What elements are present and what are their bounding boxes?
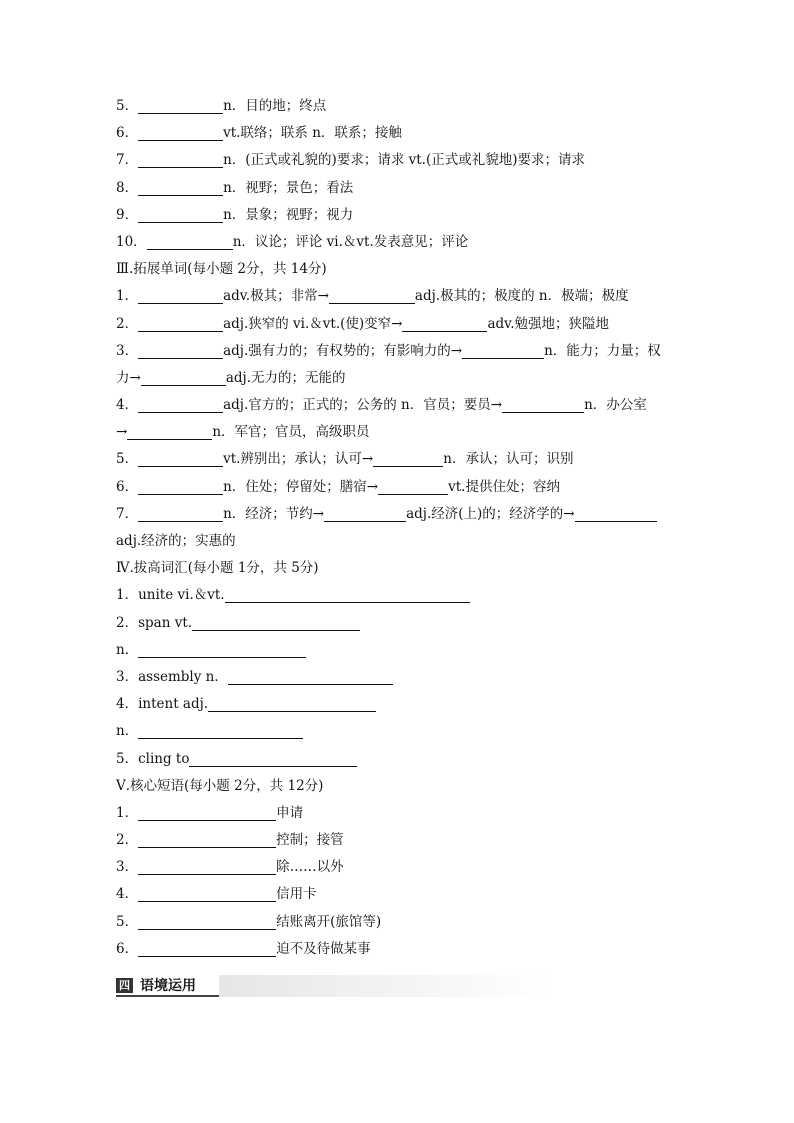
item-line: n． — [116, 718, 680, 745]
answer-blank[interactable] — [462, 343, 544, 359]
answer-blank[interactable] — [138, 316, 223, 332]
answer-blank[interactable] — [138, 152, 223, 168]
item-line: 5． 结账离开(旅馆等) — [116, 913, 382, 930]
item-line: 10． n．议论；评论 vi.＆vt.发表意见；评论 — [116, 233, 469, 250]
section-title: 语境运用 — [140, 978, 196, 994]
section-number-badge: 四 — [116, 978, 133, 993]
answer-blank[interactable] — [138, 859, 276, 875]
item-line: 6． 迫不及待做某事 — [116, 940, 371, 957]
answer-blank[interactable] — [147, 234, 233, 250]
section-heading: Ⅲ.拓展单词(每小题 2分，共 14分) — [116, 261, 327, 278]
answer-blank[interactable] — [138, 180, 223, 196]
title-underline — [116, 995, 219, 997]
item-line: 7． n．经济；节约→ adj.经济(上)的；经济学的→ — [116, 501, 680, 528]
section-heading: Ⅴ.核心短语(每小题 2分，共 12分) — [116, 777, 324, 794]
item-line: 2． adj.狭窄的 vi.＆vt.(使)变窄→ adv.勉强地；狭隘地 — [116, 315, 609, 332]
answer-blank[interactable] — [324, 506, 406, 522]
answer-blank[interactable] — [138, 914, 276, 930]
answer-blank[interactable] — [402, 316, 487, 332]
item-line: 力→ adj.无力的；无能的 — [116, 369, 346, 386]
item-line: 1．unite vi.＆vt. — [116, 582, 680, 609]
answer-blank[interactable] — [138, 642, 306, 658]
item-line: 2．span vt. — [116, 610, 680, 637]
answer-blank[interactable] — [138, 125, 223, 141]
answer-blank[interactable] — [208, 696, 376, 712]
answer-blank[interactable] — [138, 886, 276, 902]
answer-blank[interactable] — [138, 805, 276, 821]
answer-blank[interactable] — [502, 397, 584, 413]
section-footer-banner — [116, 975, 219, 997]
item-line: 7． n．(正式或礼貌的)要求；请求 vt.(正式或礼貌地)要求；请求 — [116, 152, 585, 169]
section-heading: Ⅳ.拔高词汇(每小题 1分，共 5分) — [116, 560, 319, 577]
answer-blank[interactable] — [138, 832, 276, 848]
item-line: 5． vt.辨别出；承认；认可→ n．承认；认可；识别 — [116, 451, 574, 468]
answer-blank[interactable] — [138, 343, 223, 359]
item-line: 4．intent adj. — [116, 691, 680, 718]
item-line: 2． 控制；接管 — [116, 832, 344, 849]
answer-blank[interactable] — [225, 587, 470, 603]
answer-blank[interactable] — [138, 723, 303, 739]
item-line: 1． adv.极其；非常→ adj.极其的；极度的 n．极端；极度 — [116, 288, 629, 305]
item-line: adj.经济的；实惠的 — [116, 533, 236, 549]
answer-blank[interactable] — [138, 479, 223, 495]
item-line: 5．cling to — [116, 746, 680, 773]
banner-shade — [219, 975, 549, 997]
answer-blank[interactable] — [138, 98, 223, 114]
answer-blank[interactable] — [138, 397, 223, 413]
answer-blank[interactable] — [138, 207, 223, 223]
item-line: 1． 申请 — [116, 804, 304, 821]
item-line: 9． n．景象；视野；视力 — [116, 206, 354, 223]
item-line: 3．assembly n． — [116, 664, 680, 691]
answer-blank[interactable] — [138, 941, 276, 957]
answer-blank[interactable] — [138, 288, 223, 304]
item-line: 4． adj.官方的；正式的；公务的 n．官员；要员→ n．办公室 — [116, 397, 647, 414]
answer-blank[interactable] — [192, 615, 360, 631]
answer-blank[interactable] — [373, 451, 443, 467]
answer-blank[interactable] — [138, 506, 223, 522]
answer-blank[interactable] — [228, 669, 393, 685]
answer-blank[interactable] — [575, 506, 657, 522]
item-line: → n．军官；官员，高级职员 — [116, 424, 370, 441]
worksheet — [116, 93, 680, 963]
answer-blank[interactable] — [329, 288, 415, 304]
answer-blank[interactable] — [141, 370, 226, 386]
answer-blank[interactable] — [189, 751, 357, 767]
item-line: 6． vt.联络；联系 n．联系；接触 — [116, 125, 402, 142]
answer-blank[interactable] — [138, 451, 223, 467]
item-line: 3． 除……以外 — [116, 859, 344, 876]
item-line: 4． 信用卡 — [116, 886, 317, 903]
item-line: 5． n．目的地；终点 — [116, 98, 327, 114]
item-line: n． — [116, 637, 680, 664]
item-line: 3． adj.强有力的；有权势的；有影响力的→ n．能力；力量；权 — [116, 342, 661, 359]
answer-blank[interactable] — [378, 479, 448, 495]
item-line: 8． n．视野；景色；看法 — [116, 179, 354, 196]
item-line: 6． n．住处；停留处；膳宿→ vt.提供住处；容纳 — [116, 478, 560, 495]
answer-blank[interactable] — [127, 424, 212, 440]
